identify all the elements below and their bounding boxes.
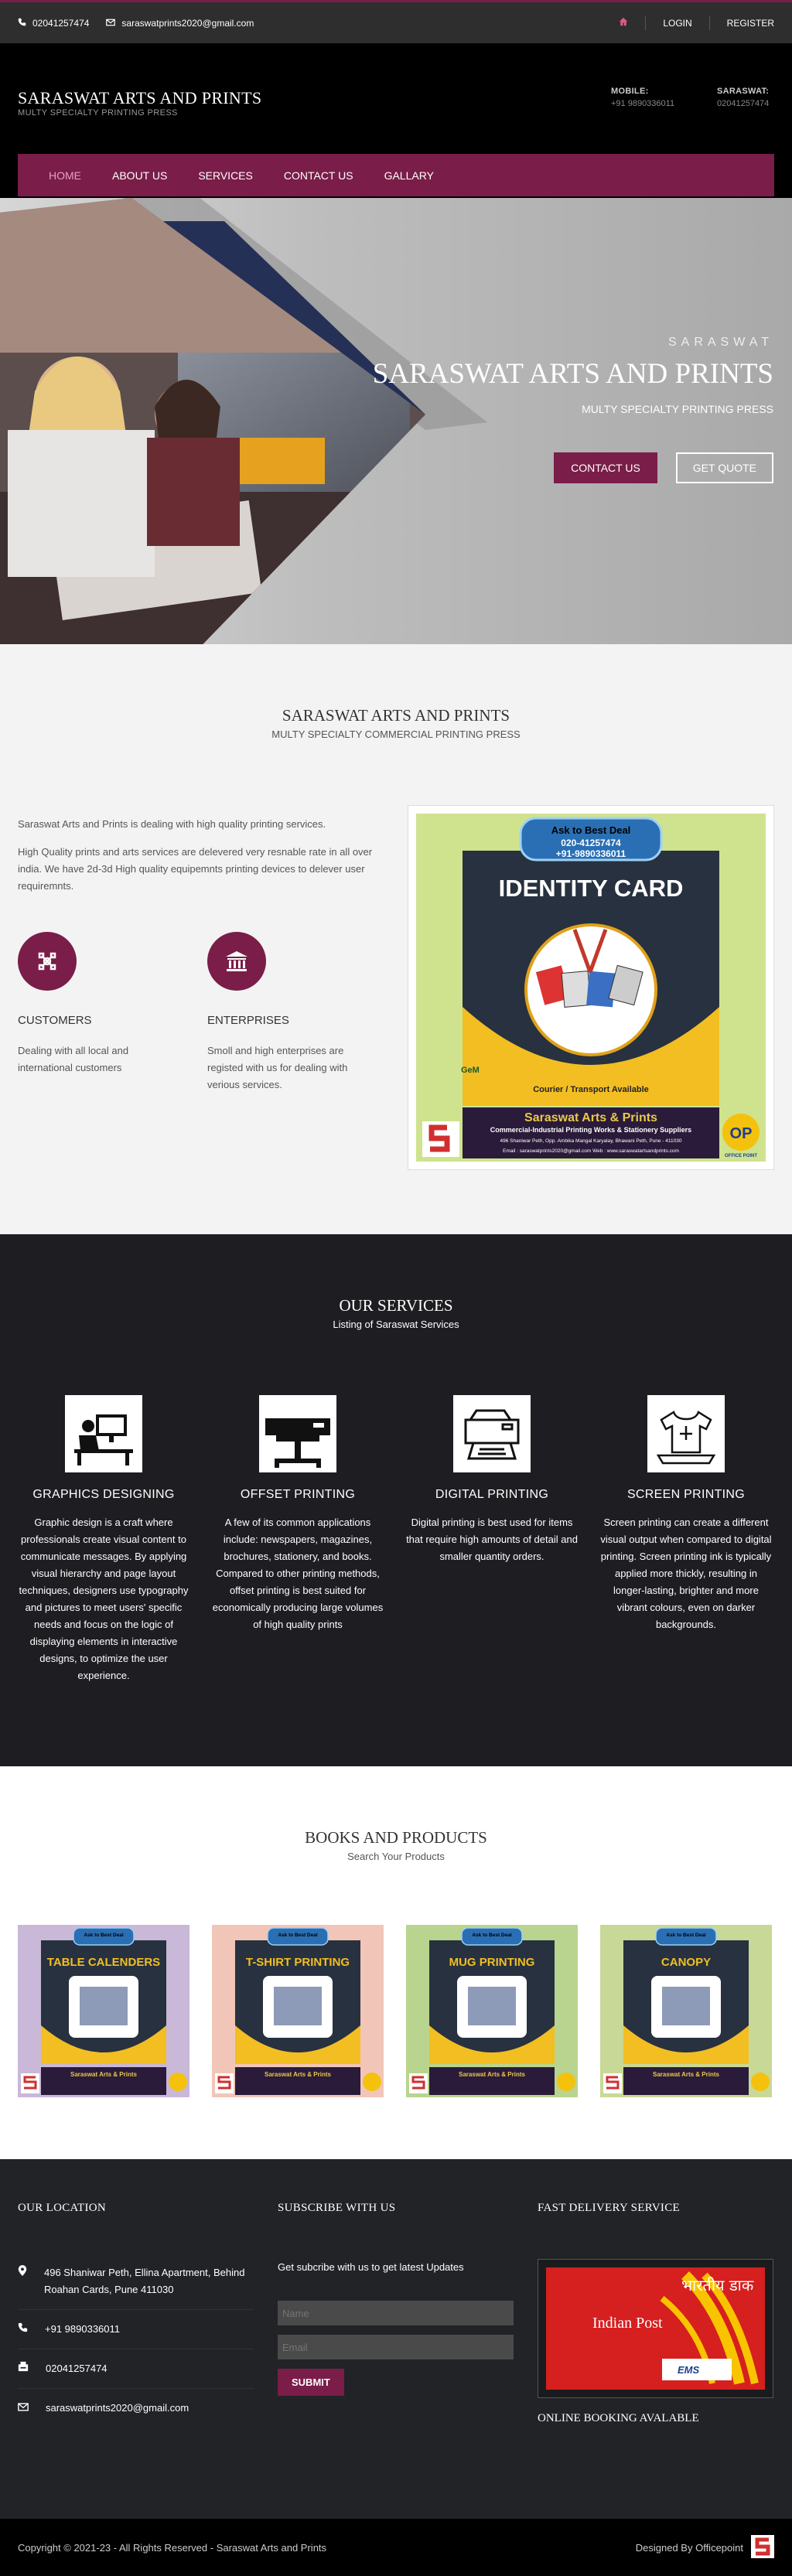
footer-heading: OUR LOCATION (18, 2202, 107, 2214)
india-post-logo (546, 2267, 765, 2390)
service-title: GRAPHICS DESIGNING (32, 1488, 175, 1501)
footer-address (18, 2254, 254, 2310)
product-card[interactable] (212, 1925, 384, 2097)
footer-heading: SUBSCRIBE WITH US (278, 2202, 396, 2214)
service-desc: Digital printing is best used for items that require high amounts of detail and smaller quantity orders. (406, 1517, 578, 1562)
topbar-phone-text: 02041257474 (32, 17, 90, 29)
ems-label: EMS (678, 2364, 700, 2376)
hero-banner (0, 198, 792, 644)
card-phone1: 020-41257474 (561, 838, 621, 848)
login-link[interactable]: LOGIN (663, 17, 692, 29)
card-contact: Email : saraswatprints2020@gmail.com Web : www.saraswatartsandprints.com (503, 1148, 679, 1154)
subscribe-name-input[interactable] (278, 2301, 514, 2325)
get-quote-button[interactable]: GET QUOTE (676, 452, 773, 483)
register-link[interactable]: REGISTER (726, 17, 774, 29)
product-ask: Ask to Best Deal (666, 1933, 706, 1938)
feature-desc: Smoll and high enterprises are registed with us for dealing with verious services. (207, 1045, 348, 1090)
card-courier: Courier / Transport Available (533, 1085, 649, 1094)
service-graphics (18, 1395, 189, 1684)
header-mobile-value: +91 9890336011 (611, 99, 675, 108)
nav-about[interactable]: ABOUT US (112, 169, 168, 182)
booking-text: ONLINE BOOKING AVALABLE (538, 2412, 699, 2424)
gem-logo: GeM (461, 1066, 480, 1075)
india-post-banner (538, 2259, 773, 2398)
footer-phone-text: 02041257474 (46, 2363, 108, 2374)
product-card[interactable] (18, 1925, 189, 2097)
nav-gallery[interactable]: GALLARY (384, 169, 434, 182)
products-section (0, 1766, 792, 2159)
fax-icon (18, 2360, 29, 2377)
hero-title: SARASWAT ARTS AND PRINTS (372, 358, 773, 390)
footer-phone[interactable] (18, 2349, 254, 2389)
plotter-icon (259, 1395, 336, 1472)
topbar-email[interactable] (106, 18, 254, 29)
topbar-phone[interactable] (18, 18, 89, 29)
header-saraswat-label: SARASWAT: (717, 87, 770, 96)
header-mobile (611, 87, 674, 108)
service-title: DIGITAL PRINTING (435, 1488, 549, 1501)
op-logo-text: OP (729, 1125, 753, 1142)
india-post-hindi: भारतीय डाक (681, 2276, 754, 2295)
brand-title: SARASWAT ARTS AND PRINTS (18, 88, 262, 107)
products-subtitle: Search Your Products (347, 1851, 445, 1862)
about-paragraph: Saraswat Arts and Prints is dealing with high quality printing services. (18, 818, 326, 830)
map-pin-icon (18, 2264, 27, 2281)
s-logo-icon (751, 2535, 774, 2561)
tshirt-press-icon (647, 1395, 725, 1472)
service-desc: Graphic design is a craft where professionals create visual content to communicate messages. By applying visual hierarchy and page layout techniques, designers use typography and pictures to meet users' specific needs and focus on the logic of displaying elements in interactive designs, to optimize the user experience. (19, 1517, 189, 1681)
copyright-text: Copyright © 2021-23 - All Rights Reserved - Saraswat Arts and Prints (18, 2541, 327, 2554)
site-header (0, 43, 792, 198)
product-company: Saraswat Arts & Prints (653, 2071, 719, 2078)
service-title: OFFSET PRINTING (240, 1488, 356, 1501)
product-ask: Ask to Best Deal (472, 1933, 512, 1938)
product-company: Saraswat Arts & Prints (459, 2071, 525, 2078)
header-saraswat (717, 87, 769, 108)
card-heading: IDENTITY CARD (498, 875, 684, 902)
op-logo-icon (557, 2073, 575, 2091)
about-title: SARASWAT ARTS AND PRINTS (282, 706, 510, 725)
about-subtitle: MULTY SPECIALTY COMMERCIAL PRINTING PRESS (271, 728, 521, 740)
hero-overline: SARASWAT (667, 336, 773, 349)
nav-home[interactable]: HOME (49, 169, 81, 182)
topbar-email-text: saraswatprints2020@gmail.com (121, 17, 254, 29)
product-name: T-SHIRT PRINTING (245, 1956, 350, 1969)
identity-card-poster (416, 814, 766, 1162)
feature-desc: Dealing with all local and international customers (18, 1045, 129, 1073)
footer-delivery (538, 2202, 773, 2425)
hero-subtitle: MULTY SPECIALTY PRINTING PRESS (582, 403, 773, 415)
subscribe-email-input[interactable] (278, 2335, 514, 2359)
product-ask: Ask to Best Deal (278, 1933, 318, 1938)
footer-subscribe (278, 2202, 514, 2396)
service-offset (212, 1395, 384, 1633)
footer-email[interactable] (18, 2389, 254, 2428)
identity-card-ad[interactable] (408, 805, 774, 1170)
product-ask: Ask to Best Deal (84, 1933, 124, 1938)
submit-button[interactable]: SUBMIT (278, 2369, 344, 2396)
envelope-icon (106, 18, 115, 29)
services-subtitle: Listing of Saraswat Services (333, 1319, 459, 1330)
contact-us-button[interactable]: CONTACT US (554, 452, 657, 483)
footer-email-text: saraswatprints2020@gmail.com (46, 2402, 189, 2414)
card-company: Saraswat Arts & Prints (524, 1111, 657, 1124)
product-company: Saraswat Arts & Prints (265, 2071, 331, 2078)
op-logo-icon (751, 2073, 770, 2091)
designer-desk-icon (65, 1395, 142, 1472)
product-company: Saraswat Arts & Prints (70, 2071, 137, 2078)
subscribe-text: Get subcribe with us to get latest Updates (278, 2261, 464, 2273)
product-name: CANOPY (661, 1956, 712, 1969)
footer-heading: FAST DELIVERY SERVICE (538, 2202, 680, 2214)
nav-contact[interactable]: CONTACT US (283, 169, 353, 182)
phone-icon (18, 18, 26, 29)
brand-subtitle: MULTY SPECIALTY PRINTING PRESS (18, 108, 178, 118)
feature-title: CUSTOMERS (18, 1014, 92, 1027)
nav-services[interactable]: SERVICES (198, 169, 253, 182)
footer-location (18, 2202, 254, 2428)
footer-mobile-text: +91 9890336011 (45, 2323, 120, 2335)
main-nav (18, 154, 774, 196)
footer-address-text: 496 Shaniwar Peth, Ellina Apartment, Behind Roahan Cards, Pune 411030 (44, 2267, 245, 2295)
home-icon[interactable] (619, 17, 628, 29)
brand[interactable] (18, 88, 261, 118)
customers-icon (18, 932, 77, 991)
feature-customers (18, 932, 184, 1076)
feature-enterprises (207, 932, 374, 1094)
service-screen (600, 1395, 772, 1633)
service-digital (406, 1395, 578, 1565)
designed-by-link[interactable]: Designed By Officepoint (635, 2541, 743, 2554)
service-desc: A few of its common applications include: newspapers, magazines, brochures, stationery, and books. Compared to other printing methods, offset printing is best suited for economically producing large volumes of high quality prints (212, 1517, 384, 1630)
india-post-text: Indian Post (592, 2315, 663, 2332)
service-desc: Screen printing can create a different visual output when compared to digital printing. Screen printing ink is typically applied more thickly, resulting in longer-lasting, brighter and more vibrant colours, even on darker backgrounds. (600, 1517, 772, 1630)
header-mobile-label: MOBILE: (611, 87, 649, 96)
footer-mobile[interactable] (18, 2310, 254, 2349)
feature-title: ENTERPRISES (207, 1014, 289, 1027)
product-card[interactable] (406, 1925, 578, 2097)
products-title: BOOKS AND PRODUCTS (305, 1828, 487, 1847)
site-footer (0, 2159, 792, 2519)
card-address: 496 Shaniwar Peth, Opp. Ambika Mangal Karyalay, Bhawani Peth, Pune - 411030 (500, 1138, 682, 1144)
product-name: TABLE CALENDERS (46, 1956, 161, 1969)
about-text (18, 816, 381, 906)
printer-icon (453, 1395, 531, 1472)
services-section (0, 1234, 792, 1766)
phone-icon (18, 2321, 28, 2338)
product-name: MUG PRINTING (449, 1956, 535, 1969)
about-paragraph: High Quality prints and arts services are delevered very resnable rate in all over india. We have 2d-3d High quality equipemnts printing devices to delever user requiremnts. (18, 846, 373, 892)
op-office-point: OFFICE POINT (725, 1154, 757, 1158)
top-bar (0, 0, 792, 43)
product-card[interactable] (600, 1925, 772, 2097)
service-title: SCREEN PRINTING (626, 1488, 746, 1501)
card-tagline: Commercial-Industrial Printing Works & Stationery Suppliers (490, 1126, 692, 1134)
copyright-bar (0, 2519, 792, 2576)
divider (709, 16, 710, 30)
hero-content (373, 336, 773, 483)
op-logo-icon (363, 2073, 381, 2091)
envelope-icon (18, 2400, 29, 2417)
header-saraswat-value: 02041257474 (717, 99, 770, 108)
card-ask: Ask to Best Deal (551, 824, 631, 836)
op-logo-icon (169, 2073, 187, 2091)
divider (645, 16, 646, 30)
services-title: OUR SERVICES (339, 1296, 453, 1315)
bank-icon (207, 932, 266, 991)
card-phone2: +91-9890336011 (555, 848, 626, 859)
about-section (0, 644, 792, 1234)
